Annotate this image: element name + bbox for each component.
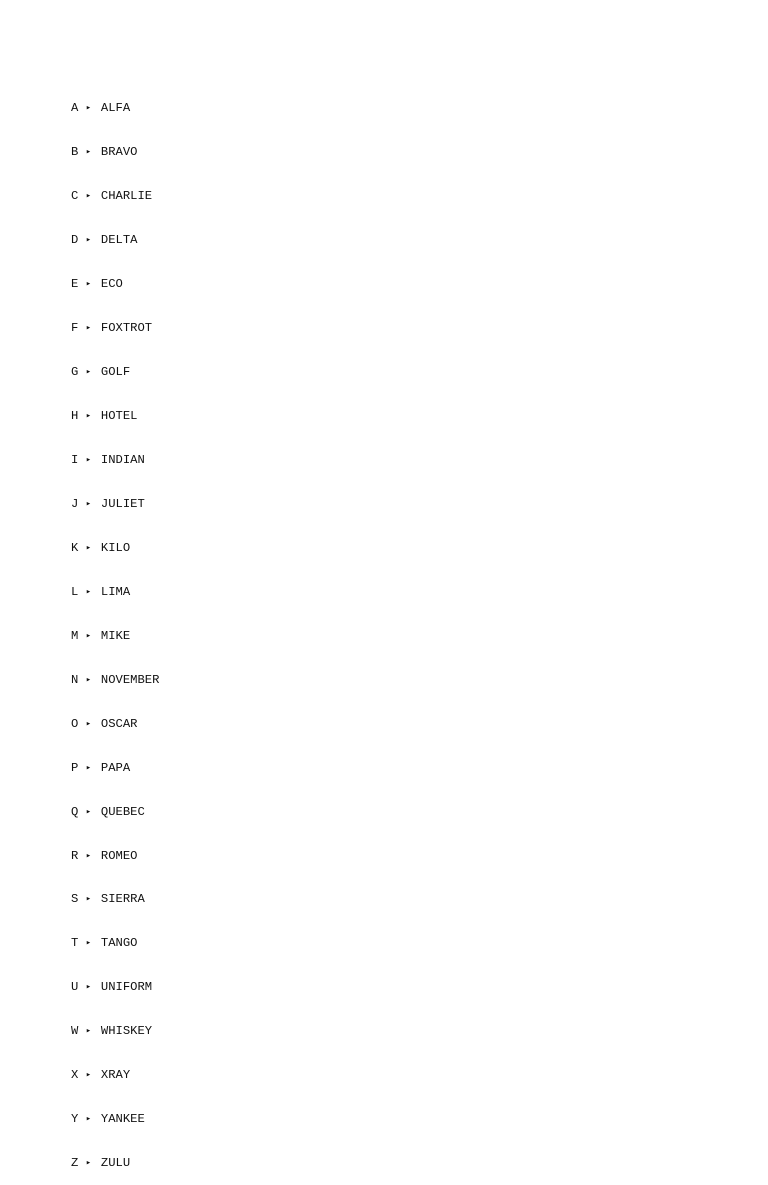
arrow-right-icon: ▸ [85, 410, 92, 421]
arrow-right-icon: ▸ [85, 103, 92, 114]
list-item [71, 1068, 159, 1083]
arrow-right-icon: ▸ [85, 718, 92, 729]
letter: B [71, 145, 79, 160]
phonetic-alphabet-list [71, 72, 159, 1185]
letter: Y [71, 1112, 79, 1127]
letter: Z [71, 1156, 79, 1171]
code-word: ROMEO [100, 848, 138, 863]
list-item [71, 629, 159, 644]
letter: I [71, 452, 79, 467]
list-item [71, 849, 159, 864]
letter: J [71, 496, 79, 511]
code-word: INDIAN [100, 452, 145, 467]
code-word: CHARLIE [100, 189, 153, 204]
letter: F [71, 321, 79, 336]
list-item [71, 497, 159, 512]
letter: P [71, 760, 79, 775]
code-word: ALFA [100, 101, 131, 116]
list-item [71, 409, 159, 424]
code-word: ZULU [100, 1156, 131, 1171]
arrow-right-icon: ▸ [85, 147, 92, 158]
arrow-right-icon: ▸ [85, 542, 92, 553]
code-word: YANKEE [100, 1112, 145, 1127]
arrow-right-icon: ▸ [85, 279, 92, 290]
letter: T [71, 936, 79, 951]
code-word: MIKE [100, 628, 131, 643]
arrow-right-icon: ▸ [85, 938, 92, 949]
letter: C [71, 189, 79, 204]
letter: R [71, 848, 79, 863]
code-word: UNIFORM [100, 980, 153, 995]
list-item [71, 892, 159, 907]
arrow-right-icon: ▸ [85, 762, 92, 773]
list-item [71, 101, 159, 116]
code-word: FOXTROT [100, 321, 153, 336]
arrow-right-icon: ▸ [85, 235, 92, 246]
arrow-right-icon: ▸ [85, 806, 92, 817]
arrow-right-icon: ▸ [85, 894, 92, 905]
code-word: SIERRA [100, 892, 145, 907]
list-item [71, 717, 159, 732]
letter: O [71, 716, 79, 731]
letter: S [71, 892, 79, 907]
list-item [71, 980, 159, 995]
arrow-right-icon: ▸ [85, 191, 92, 202]
list-item [71, 1112, 159, 1127]
list-item [71, 1024, 159, 1039]
code-word: QUEBEC [100, 804, 145, 819]
code-word: ECO [100, 277, 123, 292]
arrow-right-icon: ▸ [85, 1114, 92, 1125]
list-item [71, 321, 159, 336]
list-item [71, 936, 159, 951]
list-item [71, 453, 159, 468]
code-word: OSCAR [100, 716, 138, 731]
letter: H [71, 408, 79, 423]
code-word: JULIET [100, 496, 145, 511]
arrow-right-icon: ▸ [85, 630, 92, 641]
letter: L [71, 584, 79, 599]
code-word: HOTEL [100, 408, 138, 423]
code-word: XRAY [100, 1068, 131, 1083]
list-item [71, 1156, 159, 1171]
letter: N [71, 672, 79, 687]
letter: E [71, 277, 79, 292]
code-word: PAPA [100, 760, 131, 775]
letter: U [71, 980, 79, 995]
letter: D [71, 233, 79, 248]
letter: Q [71, 804, 79, 819]
letter: M [71, 628, 79, 643]
arrow-right-icon: ▸ [85, 323, 92, 334]
list-item [71, 233, 159, 248]
list-item [71, 761, 159, 776]
letter: A [71, 101, 79, 116]
list-item [71, 541, 159, 556]
code-word: TANGO [100, 936, 138, 951]
code-word: WHISKEY [100, 1024, 153, 1039]
code-word: GOLF [100, 365, 131, 380]
code-word: BRAVO [100, 145, 138, 160]
arrow-right-icon: ▸ [85, 1158, 92, 1169]
letter: K [71, 540, 79, 555]
arrow-right-icon: ▸ [85, 1070, 92, 1081]
arrow-right-icon: ▸ [85, 498, 92, 509]
arrow-right-icon: ▸ [85, 1026, 92, 1037]
letter: W [71, 1024, 79, 1039]
arrow-right-icon: ▸ [85, 586, 92, 597]
code-word: DELTA [100, 233, 138, 248]
arrow-right-icon: ▸ [85, 674, 92, 685]
code-word: LIMA [100, 584, 131, 599]
list-item [71, 365, 159, 380]
list-item [71, 805, 159, 820]
list-item [71, 189, 159, 204]
arrow-right-icon: ▸ [85, 982, 92, 993]
arrow-right-icon: ▸ [85, 454, 92, 465]
list-item [71, 277, 159, 292]
letter: G [71, 365, 79, 380]
code-word: NOVEMBER [100, 672, 160, 687]
letter: X [71, 1068, 79, 1083]
arrow-right-icon: ▸ [85, 367, 92, 378]
code-word: KILO [100, 540, 131, 555]
list-item [71, 585, 159, 600]
list-item [71, 673, 159, 688]
list-item [71, 145, 159, 160]
arrow-right-icon: ▸ [85, 850, 92, 861]
